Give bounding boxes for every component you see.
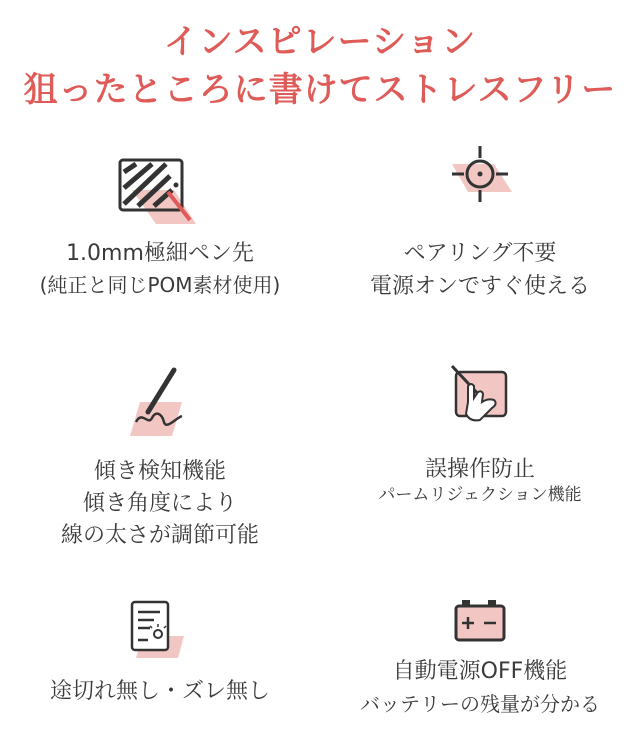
feature-line: 誤操作防止 — [424, 457, 535, 482]
feature-line: 途切れ無し・ズレ無し — [49, 679, 270, 704]
feature-line: 傾き角度により — [82, 491, 237, 516]
feature-palm-rejection — [320, 362, 640, 512]
tablet-pen-icon — [112, 152, 208, 232]
feature-line: 自動電源OFF機能 — [392, 659, 568, 684]
document-bulb-icon — [122, 598, 194, 664]
feature-line: バッテリーの残量が分かる — [360, 692, 600, 716]
title-line-2: 狙ったところに書けてストレスフリー — [23, 70, 617, 110]
feature-auto-power-off — [320, 596, 640, 724]
feature-line: パームリジェクション機能 — [378, 485, 582, 505]
feature-ultra-fine-tip — [0, 150, 320, 310]
feature-line: 電源オンですぐ使える — [369, 274, 590, 299]
feature-line: 傾き検知機能 — [93, 459, 226, 484]
battery-icon — [448, 596, 512, 646]
pen-scribble-icon — [122, 362, 198, 442]
feature-line: (純正と同じPOM素材使用) — [39, 273, 281, 297]
feature-line: 1.0mm極細ペン先 — [66, 241, 254, 266]
feature-line: 線の太さが調節可能 — [60, 523, 259, 548]
crosshair-icon — [438, 140, 522, 214]
title-line-1: インスピレーション — [163, 22, 477, 62]
palm-touch-icon — [440, 362, 520, 428]
feature-no-interruption — [0, 598, 320, 708]
feature-tilt-detection — [0, 360, 320, 560]
feature-line: ペアリング不要 — [403, 241, 557, 266]
feature-no-pairing — [320, 140, 640, 310]
